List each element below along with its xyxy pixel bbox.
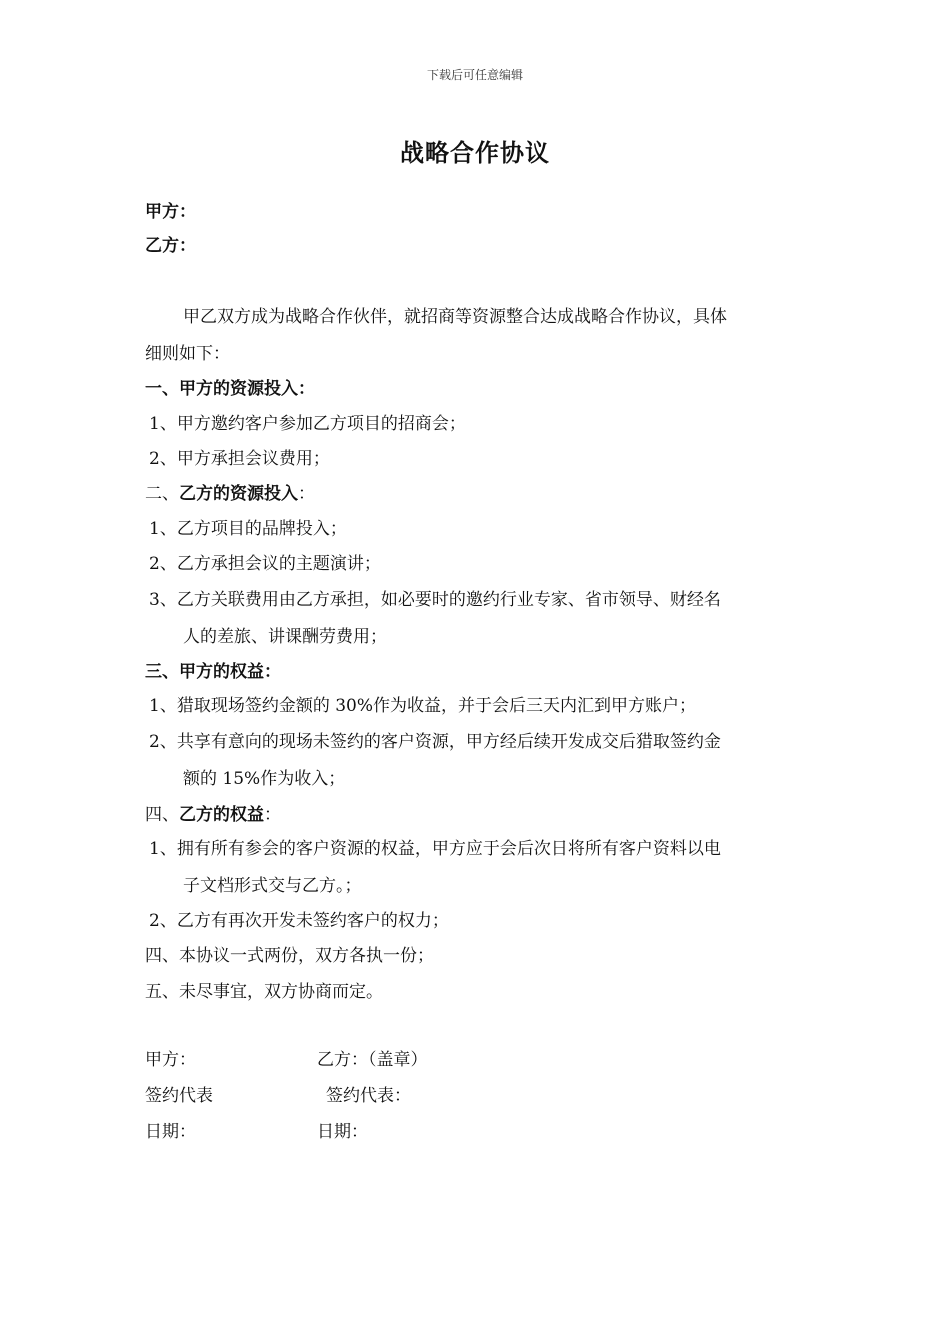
section-4-item-2: 2、乙方有再次开发未签约客户的权力； <box>149 911 449 931</box>
section-4-heading-suffix: ： <box>264 805 281 825</box>
signature-date-b: 日期： <box>317 1122 368 1142</box>
section-1-item-1: 1、甲方邀约客户参加乙方项目的招商会； <box>149 414 466 434</box>
intro-line-1: 甲乙双方成为战略合作伙伴，就招商等资源整合达成战略合作协议，具体 <box>183 307 727 327</box>
section-4-item-1-line-1: 1、拥有所有参会的客户资源的权益，甲方应于会后次日将所有客户资料以电 <box>149 839 721 859</box>
section-3-item-2-line-2: 额的 15%作为收入； <box>183 769 346 789</box>
signature-party-a: 甲方： <box>145 1050 196 1070</box>
section-2-item-3-line-1: 3、乙方关联费用由乙方承担，如必要时的邀约行业专家、省市领导、财经名 <box>149 590 721 610</box>
section-4-item-1-line-2: 子文档形式交与乙方。； <box>183 876 362 896</box>
header-note: 下载后可任意编辑 <box>426 68 523 82</box>
clause-five: 五、未尽事宜，双方协商而定。 <box>145 982 383 1002</box>
section-3-item-2-line-1: 2、共享有意向的现场未签约的客户资源，甲方经后续开发成交后猎取签约金 <box>149 732 721 752</box>
signature-rep-a: 签约代表 <box>145 1086 213 1106</box>
clause-four: 四、本协议一式两份，双方各执一份； <box>145 946 434 966</box>
section-4-heading <box>145 803 825 827</box>
section-3-heading: 三、甲方的权益： <box>145 662 281 682</box>
section-2-heading-bold: 乙方的资源投入 <box>179 484 298 504</box>
section-1-item-2: 2、甲方承担会议费用； <box>149 449 330 469</box>
signature-party-b: 乙方：（盖章） <box>317 1050 428 1070</box>
signature-date-a: 日期： <box>145 1122 196 1142</box>
section-2-item-1: 1、乙方项目的品牌投入； <box>149 519 347 539</box>
document-title: 战略合作协议 <box>400 138 550 167</box>
party-a-label: 甲方： <box>145 202 196 222</box>
section-2-heading <box>145 482 825 506</box>
section-4-heading-prefix: 四、 <box>145 805 179 825</box>
section-1-heading: 一、甲方的资源投入： <box>145 379 315 399</box>
section-2-heading-suffix: ： <box>298 484 315 504</box>
section-4-heading-bold: 乙方的权益 <box>179 805 264 825</box>
section-2-item-3-line-2: 人的差旅、讲课酬劳费用； <box>183 627 387 647</box>
section-2-item-2: 2、乙方承担会议的主题演讲； <box>149 554 381 574</box>
section-3-item-1: 1、猎取现场签约金额的 30%作为收益，并于会后三天内汇到甲方账户； <box>149 696 697 716</box>
intro-line-2: 细则如下： <box>145 344 230 364</box>
party-b-label: 乙方： <box>145 236 196 256</box>
section-2-heading-prefix: 二、 <box>145 484 179 504</box>
signature-rep-b: 签约代表： <box>326 1086 411 1106</box>
